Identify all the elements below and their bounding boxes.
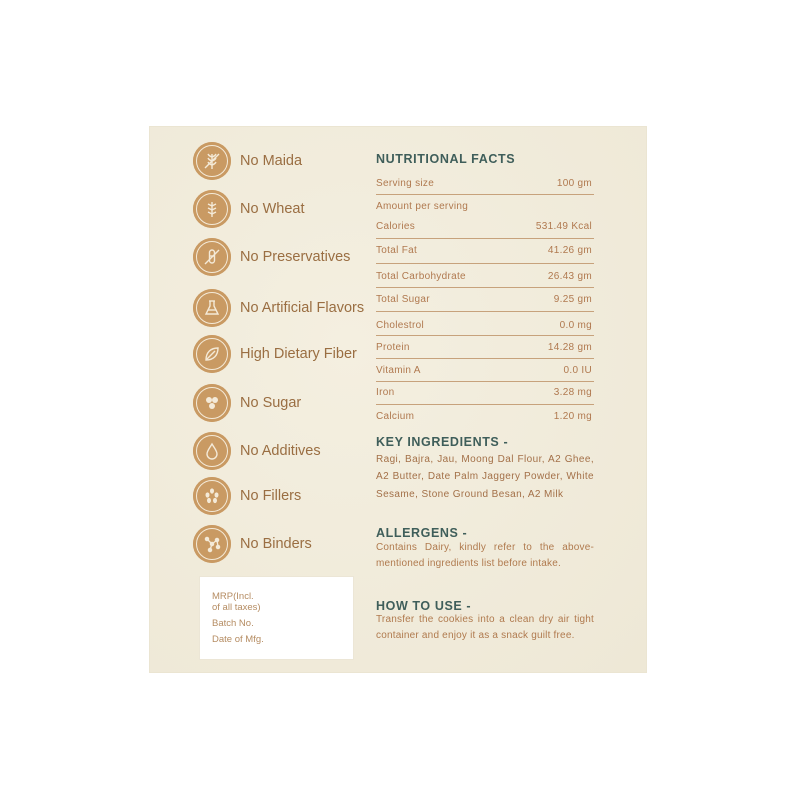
wheat-stalk-icon [193, 190, 231, 228]
nutrition-row [376, 314, 594, 336]
claim-no-sugar [193, 383, 301, 423]
nutrition-row [376, 239, 594, 261]
claim-no-artificial-flavors [193, 288, 364, 328]
claim-label: No Maida [240, 153, 303, 169]
ingredients-text: Ragi, Bajra, Jau, Moong Dal Flour, A2 Ghee, A2 Butter, Date Palm Jaggery Powder, White Sesame, Stone Ground Besan, A2 Milk [376, 454, 594, 500]
claim-no-fillers [193, 476, 301, 516]
nutrient-name: Protein [376, 341, 410, 353]
claim-no-preservatives [193, 237, 350, 277]
nutrition-row [376, 336, 594, 358]
nutrient-name: Calcium [376, 410, 415, 422]
allergens-text: Contains Dairy, kindly refer to the above-mentioned ingredients list before intake. [376, 542, 594, 569]
test-tube-icon [193, 238, 231, 276]
divider [376, 311, 594, 312]
nutrient-name: Iron [376, 386, 395, 398]
serving-size-value: 100 gm [556, 177, 592, 189]
claim-label: No Preservatives [240, 249, 351, 265]
claim-label: No Artificial Flavors [240, 300, 365, 316]
leaf-icon [193, 335, 231, 373]
wheat-icon [193, 142, 231, 180]
mfg-date-label: Date of Mfg. [212, 634, 264, 645]
claim-no-additives [193, 431, 321, 471]
nutrient-value: 0.0 IU [563, 364, 592, 376]
nutrient-name: Total Fat [376, 244, 418, 256]
claim-no-wheat [193, 189, 304, 229]
nutrient-value: 0.0 mg [559, 319, 592, 331]
molecule-icon [193, 525, 231, 563]
nutrient-name: Vitamin A [376, 364, 421, 376]
nutrient-value: 41.26 gm [547, 244, 592, 256]
claim-label: High Dietary Fiber [240, 346, 357, 362]
grains-icon [193, 477, 231, 515]
nutrient-name: Total Carbohydrate [376, 270, 466, 282]
nutrition-row [376, 381, 594, 403]
ingredients-title: KEY INGREDIENTS - [376, 435, 509, 449]
nutrient-name: Cholestrol [376, 319, 425, 331]
nutrient-value: 1.20 mg [553, 410, 592, 422]
claim-no-binders [193, 524, 312, 564]
allergens-title: ALLERGENS - [376, 526, 468, 540]
mrp-label-taxes: of all taxes) [212, 602, 261, 613]
claim-high-dietary-fiber [193, 334, 357, 374]
claim-label: No Binders [240, 536, 312, 552]
nutrient-name: Calories [376, 220, 416, 232]
claim-no-maida [193, 141, 302, 181]
nutrient-value: 26.43 gm [547, 270, 592, 282]
mrp-label: MRP(Incl. [212, 591, 254, 602]
nutrient-value: 14.28 gm [547, 341, 592, 353]
nutrition-row [376, 265, 594, 287]
serving-size-label: Serving size [376, 177, 435, 189]
batch-label: Batch No. [212, 618, 254, 629]
nutrition-row [376, 359, 594, 381]
nutrient-value: 3.28 mg [553, 386, 592, 398]
claim-label: No Additives [240, 443, 321, 459]
how-to-use-text: Transfer the cookies into a clean dry air tight container and enjoy it as a snack guilt free. [376, 614, 594, 641]
sugar-cubes-icon [193, 384, 231, 422]
serving-size-row [376, 172, 594, 194]
drop-icon [193, 432, 231, 470]
nutrition-row [376, 215, 594, 237]
nutrition-title: NUTRITIONAL FACTS [376, 152, 516, 166]
amount-per-serving-label: Amount per serving [376, 200, 469, 212]
nutrition-row [376, 405, 594, 427]
nutrient-value: 531.49 Kcal [535, 220, 592, 232]
how-to-use-title: HOW TO USE - [376, 599, 472, 613]
amount-per-serving-row [376, 195, 594, 217]
nutrition-row [376, 288, 594, 310]
mrp-box [199, 576, 354, 660]
claim-label: No Sugar [240, 395, 302, 411]
divider [376, 263, 594, 264]
claim-label: No Fillers [240, 488, 302, 504]
flask-icon [193, 289, 231, 327]
nutrient-value: 9.25 gm [553, 293, 592, 305]
nutrient-name: Total Sugar [376, 293, 430, 305]
claim-label: No Wheat [240, 201, 305, 217]
